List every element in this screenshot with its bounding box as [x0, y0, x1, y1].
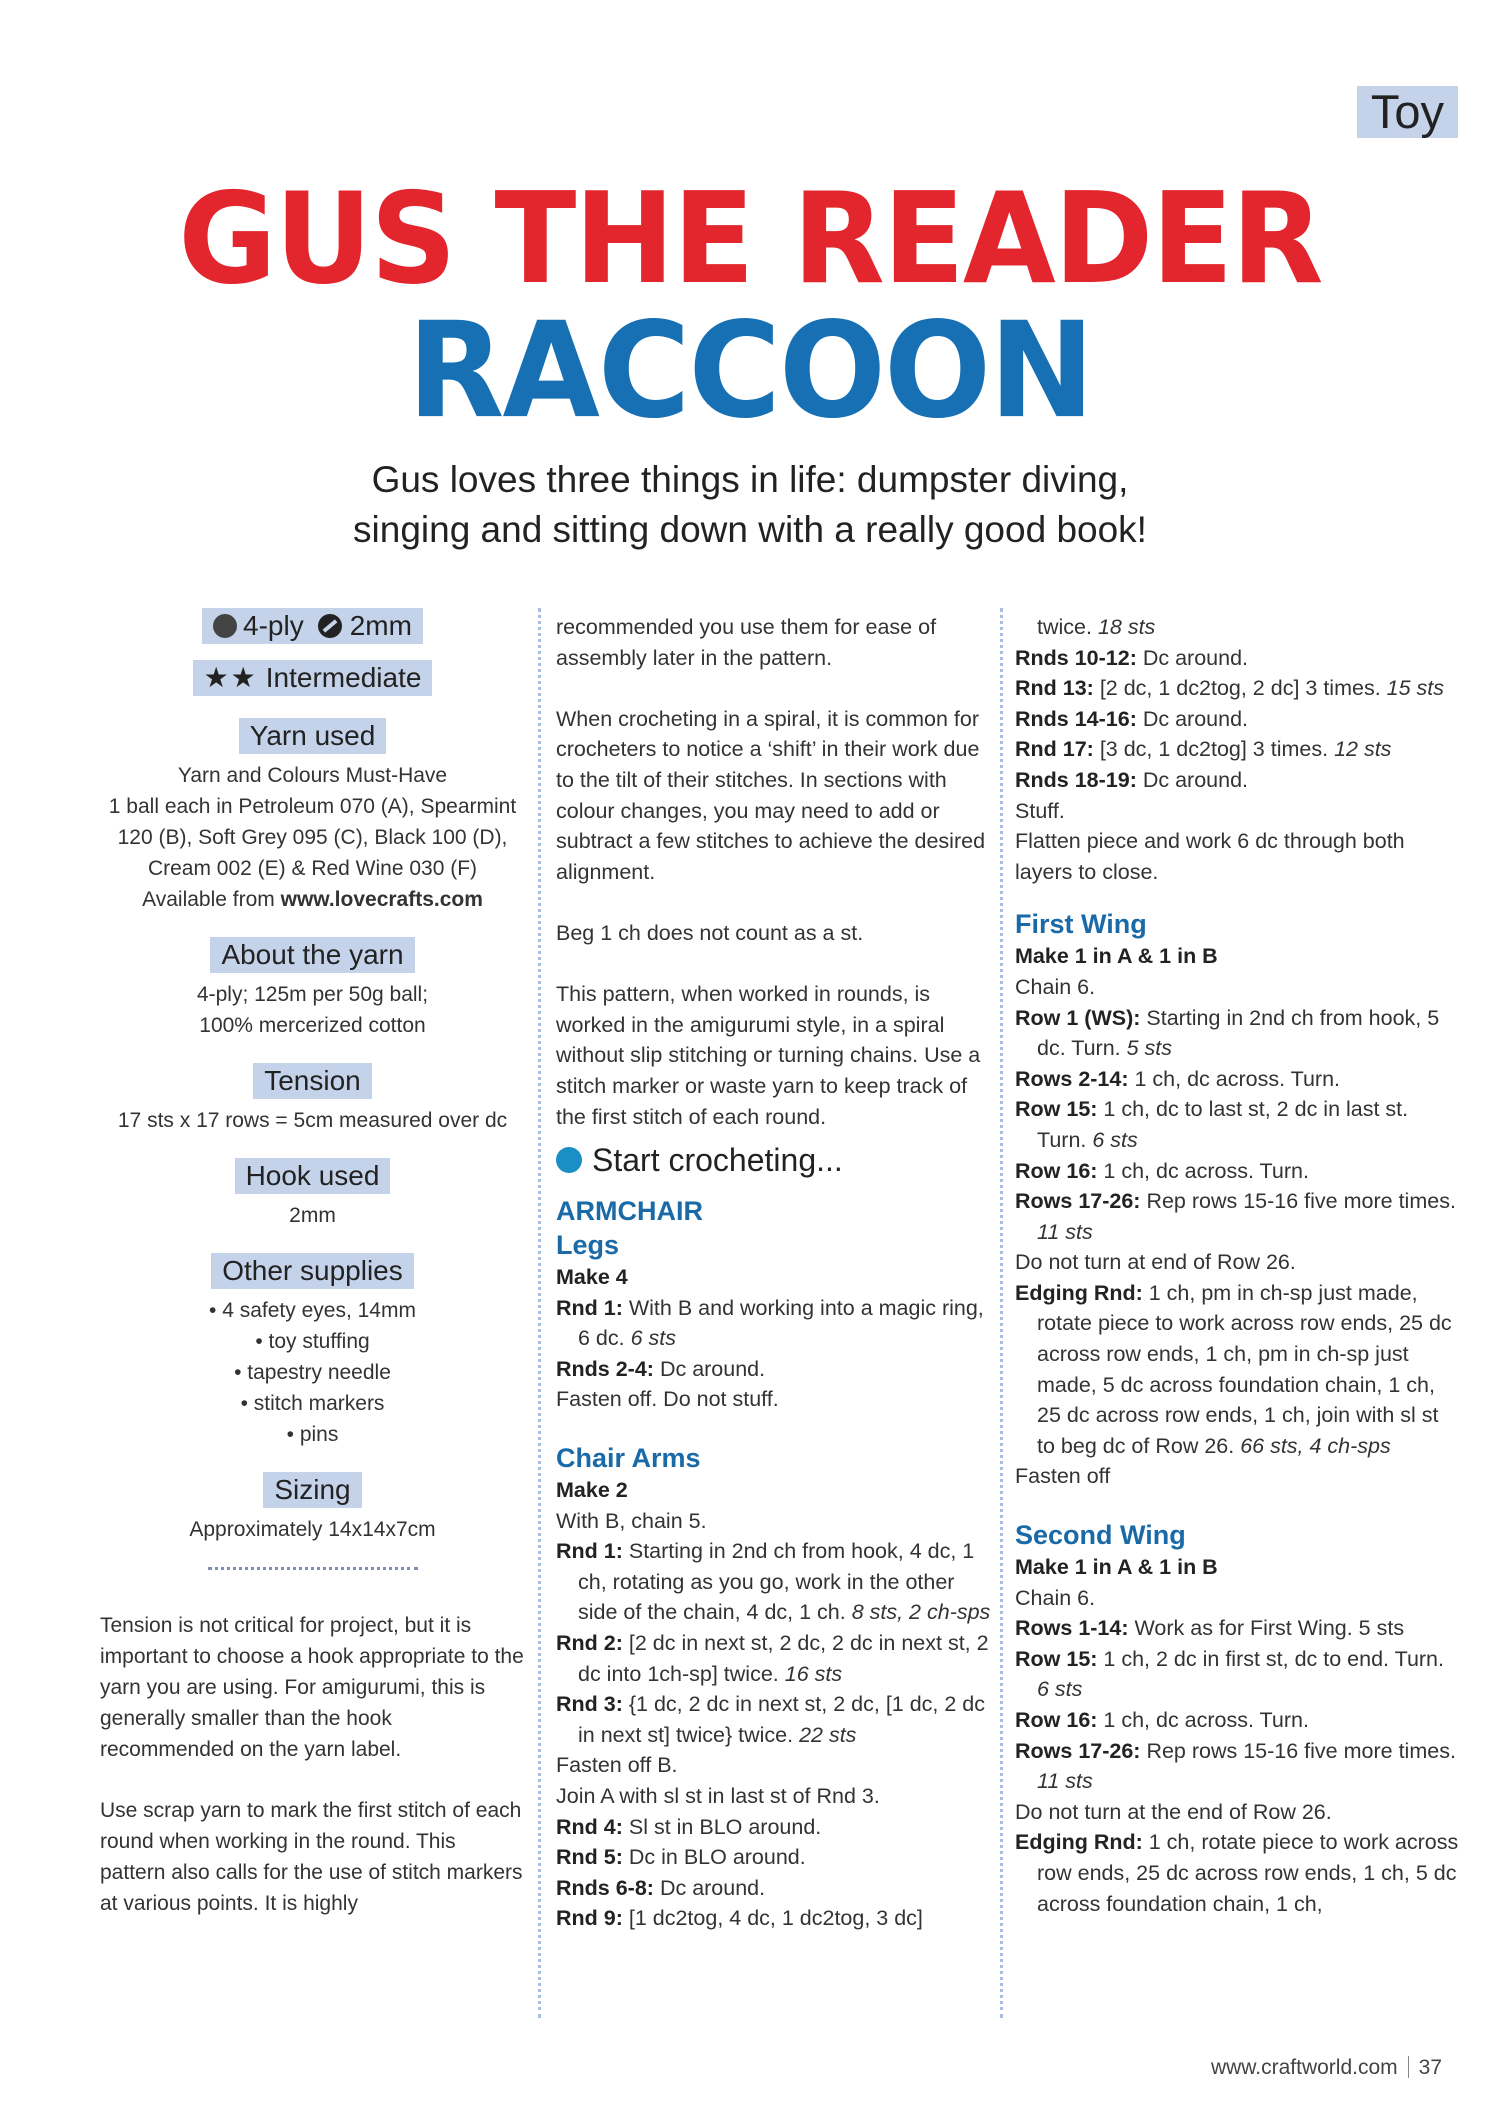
yarn-line: 1 ball each in Petroleum 070 (A), Spearmint [108, 795, 517, 818]
column-divider-2 [1000, 608, 1003, 2018]
category-tag: Toy [1357, 86, 1458, 138]
yarn-availability [80, 884, 545, 915]
sizing-heading: Sizing [263, 1472, 361, 1508]
instruction: Fasten off B. [556, 1753, 678, 1778]
pattern-row: Rnd 13: [2 dc, 1 dc2tog, 2 dc] 3 times. 15 sts [1015, 676, 1445, 701]
intro-line-2: singing and sitting down with a really good book! [353, 509, 1147, 550]
pattern-row: Rnd 9: [1 dc2tog, 4 dc, 1 dc2tog, 3 dc] [556, 1906, 923, 1931]
chair-arms-heading: Chair Arms [556, 1443, 701, 1474]
start-label: Start crocheting... [592, 1142, 843, 1179]
pattern-row: Rnd 3: {1 dc, 2 dc in next st, 2 dc, [1 dc, 2 dc in next st] twice} twice. 22 sts [556, 1692, 986, 1747]
sizing-text: Approximately 14x14x7cm [189, 1518, 436, 1541]
ply-label: 4-ply [243, 610, 304, 641]
pattern-row: Row 16: 1 ch, dc across. Turn. [1015, 1158, 1309, 1183]
yarn-line: 120 (B), Soft Grey 095 (C), Black 100 (D), [117, 826, 508, 849]
pattern-row: Rows 17-26: Rep rows 15-16 five more times. 11 sts [1015, 1189, 1456, 1244]
pattern-row: Rows 17-26: Rep rows 15-16 five more times. 11 sts [1015, 1738, 1456, 1794]
pattern-row: Rows 1-14: Work as for First Wing. 5 sts [1015, 1616, 1405, 1641]
instruction: Chain 6. [1015, 1585, 1096, 1610]
pattern-row: Row 15: 1 ch, dc to last st, 2 dc in last st. Turn. 6 sts [1015, 1097, 1409, 1152]
difficulty-label: Intermediate [265, 662, 422, 693]
armchair-heading: ARMCHAIR [556, 1196, 703, 1227]
instruction: Chain 6. [1015, 974, 1096, 999]
title-line-2: RACCOON [407, 293, 1093, 448]
about-line: 100% mercerized cotton [199, 1014, 426, 1037]
pattern-row: Rnds 10-12: Dc around. [1015, 645, 1249, 670]
sidebar-column [100, 608, 525, 1949]
pattern-row: Rnds 14-16: Dc around. [1015, 706, 1249, 731]
title-line-1: GUS THE READER [178, 166, 1322, 313]
intro-line-1: Gus loves three things in life: dumpster diving, [371, 459, 1129, 500]
pattern-row: Row 1 (WS): Starting in 2nd ch from hook, 5 dc. Turn. 5 sts [1015, 1005, 1440, 1061]
pattern-column-2 [556, 612, 996, 1934]
available-prefix: Available from [142, 888, 281, 911]
yarn-used-text [80, 760, 545, 915]
difficulty-stars: ★★ [203, 662, 258, 693]
list-item: • 4 safety eyes, 14mm [209, 1299, 416, 1322]
yarn-ball-icon [556, 1147, 582, 1173]
intro [0, 455, 1500, 555]
list-item: • tapestry needle [234, 1361, 391, 1384]
paragraph: recommended you use them for ease of assembly later in the pattern. [556, 615, 937, 670]
make-count: Make 1 in A & 1 in B [1015, 1555, 1218, 1580]
hook-used-text: 2mm [289, 1204, 336, 1227]
pattern-column-3 [1015, 612, 1460, 1919]
pattern-row: Rows 2-14: 1 ch, dc across. Turn. [1015, 1066, 1341, 1091]
make-count: Make 1 in A & 1 in B [1015, 944, 1218, 969]
yarn-ball-icon [213, 614, 237, 638]
hook-size-label: 2mm [349, 610, 412, 641]
instruction: Do not turn at end of Row 26. [1015, 1250, 1296, 1275]
pattern-row: Edging Rnd: 1 ch, rotate piece to work across row ends, 25 dc across row ends, 1 ch, 5 dc across foundation chain, 1 ch, [1015, 1830, 1459, 1916]
paragraph: Tension is not critical for project, but it is important to choose a hook appropriate to the yarn you are using. For amigurumi, this is generally smaller than the hook recommended on the yarn label. [100, 1614, 524, 1761]
about-yarn-text [100, 979, 525, 1041]
instruction: Fasten off [1015, 1464, 1111, 1489]
instruction: Join A with sl st in last st of Rnd 3. [556, 1784, 880, 1808]
pattern-row: Rnd 1: Starting in 2nd ch from hook, 4 dc, 1 ch, rotating as you go, work in the other side of the chain, 4 dc, 1 ch. 8 sts, 2 ch-sps [556, 1539, 991, 1625]
footer-divider [1408, 2056, 1409, 2078]
pattern-row: Rnds 18-19: Dc around. [1015, 767, 1249, 792]
page-number: 37 [1418, 2056, 1442, 2079]
tension-text: 17 sts x 17 rows = 5cm measured over dc [117, 1109, 508, 1132]
start-crocheting-heading [556, 1140, 996, 1180]
about-line: 4-ply; 125m per 50g ball; [196, 983, 429, 1006]
paragraph: Use scrap yarn to mark the first stitch of each round when working in the round. This pattern also calls for the use of stitch markers at various points. It is highly [100, 1799, 523, 1915]
pattern-row: Rnd 5: Dc in BLO around. [556, 1845, 806, 1870]
pattern-row-continued: twice. 18 sts [1037, 615, 1156, 639]
list-item: • pins [286, 1423, 339, 1446]
instruction: Do not turn at the end of Row 26. [1015, 1799, 1332, 1824]
first-wing-heading: First Wing [1015, 909, 1147, 940]
yarn-line: Cream 002 (E) & Red Wine 030 (F) [147, 857, 478, 880]
paragraph: Beg 1 ch does not count as a st. [556, 920, 864, 945]
hook-icon [318, 614, 342, 638]
pattern-row: Row 16: 1 ch, dc across. Turn. [1015, 1708, 1309, 1732]
tension-heading: Tension [253, 1063, 372, 1099]
paragraph: When crocheting in a spiral, it is common for crocheters to notice a ‘shift’ in their work due to the tilt of their stitches. In sections with colour changes, you may need to add or subtract a few stitches to achieve the desired alignment. [556, 706, 986, 884]
pattern-row: Rnds 6-8: Dc around. [556, 1875, 766, 1900]
instruction: With B, chain 5. [556, 1508, 707, 1533]
footer-url: www.craftworld.com [1210, 2056, 1398, 2079]
yarn-line: Yarn and Colours Must-Have [177, 764, 448, 787]
pattern-row: Edging Rnd: 1 ch, pm in ch-sp just made, rotate piece to work across row ends, 25 dc across row ends, 1 ch, pm in ch-sp just made, 5 dc across foundation chain, 1 ch, 25 dc across row ends, 1 ch, join with sl st to beg dc of Row 26. 66 sts, 4 ch-sps [1015, 1280, 1452, 1458]
section-divider [208, 1567, 418, 1570]
instruction: Flatten piece and work 6 dc through both layers to close. [1015, 829, 1405, 884]
pattern-row: Rnd 2: [2 dc in next st, 2 dc, 2 dc in next st, 2 dc into 1ch-sp] twice. 16 sts [556, 1631, 989, 1686]
make-count: Make 4 [556, 1265, 628, 1290]
list-item: • stitch markers [240, 1392, 385, 1415]
available-url: www.lovecrafts.com [280, 888, 483, 911]
other-supplies-heading: Other supplies [211, 1253, 414, 1289]
pattern-row: Rnd 17: [3 dc, 1 dc2tog] 3 times. 12 sts [1015, 737, 1392, 762]
sidebar-body [100, 1610, 525, 1919]
pattern-row: Row 15: 1 ch, 2 dc in first st, dc to end. Turn. 6 sts [1015, 1646, 1444, 1702]
second-wing-heading: Second Wing [1015, 1520, 1186, 1551]
ply-hook-chip [202, 608, 423, 644]
pattern-row: Rnds 2-4: Dc around. [556, 1356, 766, 1381]
legs-heading: Legs [556, 1230, 620, 1261]
page-footer [1211, 2056, 1442, 2080]
yarn-used-heading: Yarn used [239, 718, 387, 754]
difficulty-chip [193, 660, 433, 696]
list-item: • toy stuffing [255, 1330, 370, 1353]
pattern-row: Rnd 4: Sl st in BLO around. [556, 1814, 822, 1839]
hook-used-heading: Hook used [235, 1158, 391, 1194]
instruction: Fasten off. Do not stuff. [556, 1387, 779, 1412]
about-yarn-heading: About the yarn [210, 937, 414, 973]
supplies-list [100, 1295, 525, 1450]
paragraph: This pattern, when worked in rounds, is worked in the amigurumi style, in a spiral without slip stitching or turning chains. Use a stitch marker or waste yarn to keep track of the first stitch of each round. [556, 982, 981, 1129]
instruction: Stuff. [1015, 798, 1065, 823]
make-count: Make 2 [556, 1478, 628, 1503]
pattern-row: Rnd 1: With B and working into a magic ring, 6 dc. 6 sts [556, 1295, 984, 1351]
